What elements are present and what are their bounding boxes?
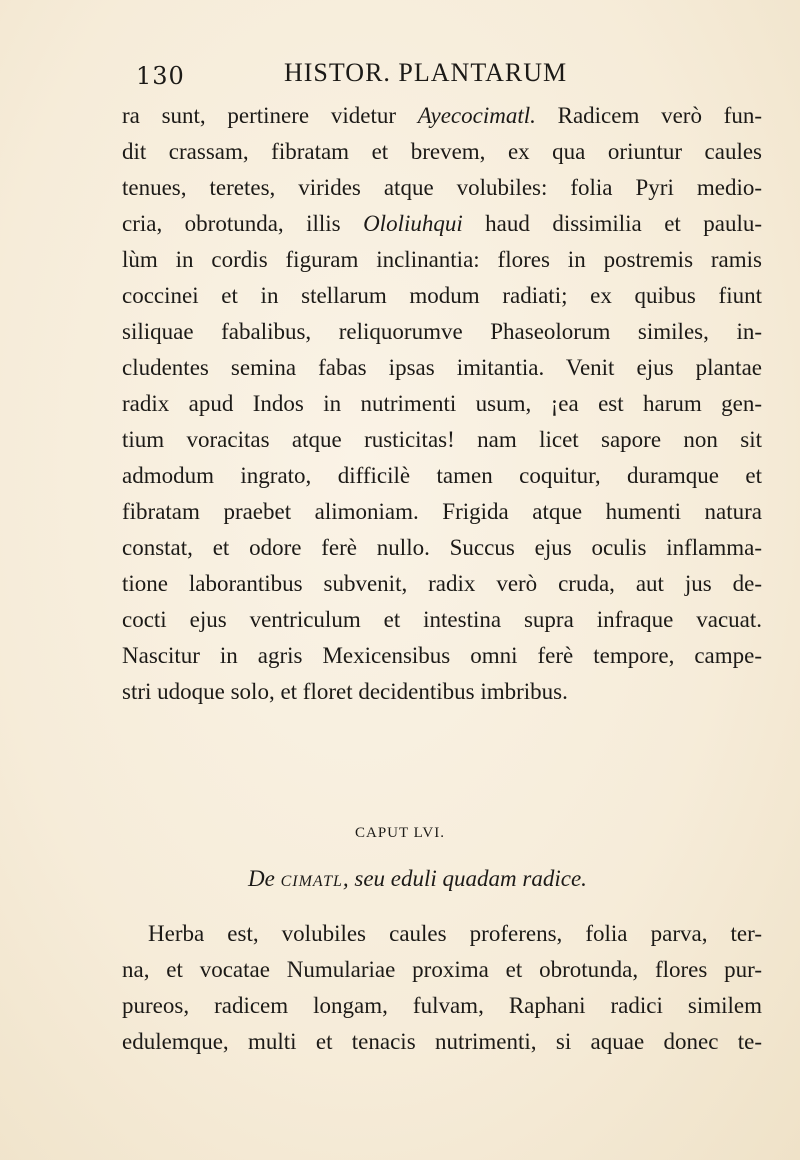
text-line: na, et vocatae Numulariae proxima et obrotunda, flores pur- bbox=[122, 957, 762, 982]
text-line: admodum ingrato, difficilè tamen coquitur, duramque et bbox=[122, 463, 762, 488]
text-line: radix apud Indos in nutrimenti usum, ¡ea est harum gen- bbox=[122, 391, 762, 416]
text-line: coccinei et in stellarum modum radiati; ex quibus fiunt bbox=[122, 283, 762, 308]
chapter-title: De CIMATL, seu eduli quadam radice. bbox=[248, 866, 587, 891]
text-line: constat, et odore ferè nullo. Succus ejus oculis inflamma- bbox=[122, 535, 762, 560]
page-number: 130 bbox=[136, 62, 185, 90]
text-line: Herba est, volubiles caules proferens, folia parva, ter- bbox=[148, 921, 762, 946]
text-line: Nascitur in agris Mexicensibus omni ferè tempore, campe- bbox=[122, 643, 762, 668]
text-line: lùm in cordis figuram inclinantia: flores in postremis ramis bbox=[122, 247, 762, 272]
second-section bbox=[122, 916, 762, 1060]
text-line: tenues, teretes, virides atque volubiles: folia Pyri medio- bbox=[122, 175, 762, 200]
first-section bbox=[122, 98, 762, 710]
text-line: tione laborantibus subvenit, radix verò cruda, aut jus de- bbox=[122, 571, 762, 596]
text-line: pureos, radicem longam, fulvam, Raphani radici similem bbox=[122, 993, 762, 1018]
text-line: siliquae fabalibus, reliquorumve Phaseolorum similes, in- bbox=[122, 319, 762, 344]
chapter-heading: CAPUT LVI. bbox=[354, 825, 446, 841]
text-line: dit crassam, fibratam et brevem, ex qua oriuntur caules bbox=[122, 139, 762, 164]
text-line: cria, obrotunda, illis Ololiuhqui haud dissimilia et paulu- bbox=[122, 211, 762, 236]
running-head: HISTOR. PLANTARUM bbox=[284, 58, 568, 87]
text-line: stri udoque solo, et floret decidentibus imbribus. bbox=[122, 679, 568, 704]
text-line: cocti ejus ventriculum et intestina supra infraque vacuat. bbox=[122, 607, 762, 632]
text-line: tium voracitas atque rusticitas! nam licet sapore non sit bbox=[122, 427, 762, 452]
text-line: ra sunt, pertinere videtur Ayecocimatl. Radicem verò fun- bbox=[122, 103, 762, 128]
text-line: cludentes semina fabas ipsas imitantia. Venit ejus plantae bbox=[122, 355, 762, 380]
text-line: edulemque, multi et tenacis nutrimenti, si aquae donec te- bbox=[122, 1029, 762, 1054]
text-line: fibratam praebet alimoniam. Frigida atque humenti natura bbox=[122, 499, 762, 524]
